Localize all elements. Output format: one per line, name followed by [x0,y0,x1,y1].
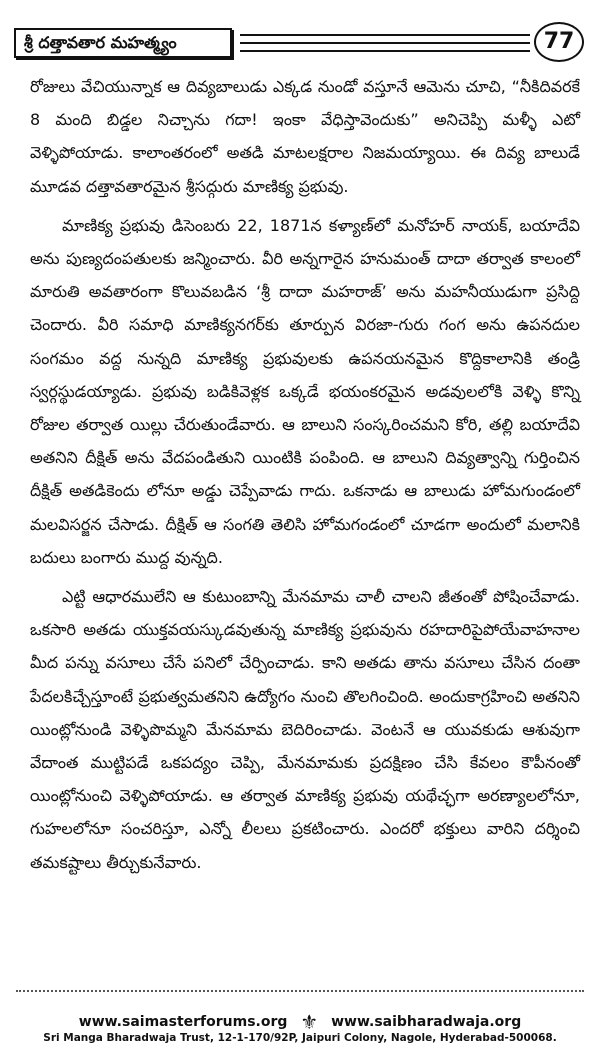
paragraph-3: ఎట్టి ఆధారములేని ఆ కుటుంబాన్ని మేనమామ చాలీ చాలని జీతంతో పోషించేవాడు. ఒకసారి అతడు యుక్తవయస్కుడవుతున్న మాణిక్య ప్రభువును రహదారిపైపోయేవాహనాల మీద పన్ను వసూలు చేసే పనిలో చేర్పించాడు. కాని అతడు తాను వసూలు చేసిన దంతా పేదలకిచ్చేస్తూంటే ప్రభుత్వమతనిని ఉద్యోగం నుంచి తొలగించింది. అందుకాగ్రహించి అతనిని యింట్లోనుండి వెళ్ళిపొమ్మని మేనమామ బెదిరించాడు. వెంటనే ఆ యువకుడు ఆశువుగా వేదాంత ముట్టిపడే ఒకపద్యం చెప్పి, మేనమామకు ప్రదక్షిణం చేసి కేవలం కౌపీనంతో యింట్లోనుంచి వెళ్ళిపోయాడు. ఆ తర్వాత మాణిక్య ప్రభువు యథేచ్ఛగా అరణ్యాలలోనూ, గుహలలోనూ సంచరిస్తూ, ఎన్నో లీలలు ప్రకటించారు. ఎందరో భక్తులు వారిని దర్శించి తమకష్టాలు తీర్చుకునేవారు. [30,587,580,872]
paragraph-2: మాణిక్య ప్రభువు డిసెంబరు 22, 1871న కళ్యాణ్‌లో మనోహర్ నాయక్, బయాదేవి అను పుణ్యదంపతులకు జన్మించారు. వీరి అన్నగారైన హనుమంత్ దాదా తర్వాత కాలంలో మారుతి అవతారంగా కొలువబడిన ‘శ్రీ దాదా మహరాజ్’ అను మహనీయుడుగా ప్రసిద్ది చెందారు. వీరి సమాధి మాణిక్యనగర్‌కు తూర్పున విరజా-గురు గంగ అను ఉపనదుల సంగమం వద్ద నున్నది మాణిక్య ప్రభువులకు ఉపనయనమైన కొద్దికాలానికి తండ్రి స్వర్గస్థుడయ్యాడు. ప్రభువు బడికివెళ్లక ఒక్కడే భయంకరమైన అడవులలోకి వెళ్ళి కొన్ని రోజుల తర్వాత యిల్లు చేరుతుండేవారు. ఆ బాలుని సంస్కరించమని కోరి, తల్లి బయాదేవి అతనిని దీక్షిత్ అను వేదపండితుని యింటికి పంపింది. ఆ బాలుని దివ్యత్వాన్ని గుర్తించిన దీక్షిత్ అతడికెందు లోనూ అడ్డు చెప్పేవాడు గాదు. ఒకనాడు ఆ బాలుడు హోమగుండంలో మలవిసర్జన చేసాడు. దీక్షిత్ ఆ సంగతి తెలిసి హోమగండంలో చూడగా అందులో మలానికి బదులు బంగారు ముద్ద వున్నది. [30,215,580,567]
footer-links [0,1010,600,1032]
page-footer [0,990,600,1058]
footer-link-saimasterforums[interactable]: www.saimasterforums.org [78,1014,288,1030]
paragraph-1: రోజులు వేచియున్నాక ఆ దివ్యబాలుడు ఎక్కడ నుండో వస్తూనే ఆమెను చూచి, “నీకిదివరకే 8 మంది బిడ్డల నిచ్చాను గదా! ఇంకా వేధిస్తావెందుకు” అనిచెప్పి మళ్ళీ ఎటో వెళ్ళిపోయాడు. కాలాంతరంలో అతడి మాటలక్షరాల నిజమయ్యాయి. ఈ దివ్య బాలుడే మూడవ దత్తావతారమైన శ్రీసద్గురు మాణిక్య ప్రభువు. [30,77,580,196]
page-number: 77 [534,22,584,62]
fleur-de-lis-icon: ⚜ [300,1010,319,1034]
book-title: శ్రీ దత్తావతార మహత్మ్యం [14,28,232,58]
header-rule-lines [240,34,530,52]
footer-divider [16,990,584,992]
page-header [14,22,588,68]
footer-address: Sri Manga Bharadwaja Trust, 12-1-170/92P, Jaipuri Colony, Nagole, Hyderabad-500068. [43,1032,557,1044]
page-body [30,70,580,970]
footer-link-saibharadwaja[interactable]: www.saibharadwaja.org [331,1014,522,1030]
